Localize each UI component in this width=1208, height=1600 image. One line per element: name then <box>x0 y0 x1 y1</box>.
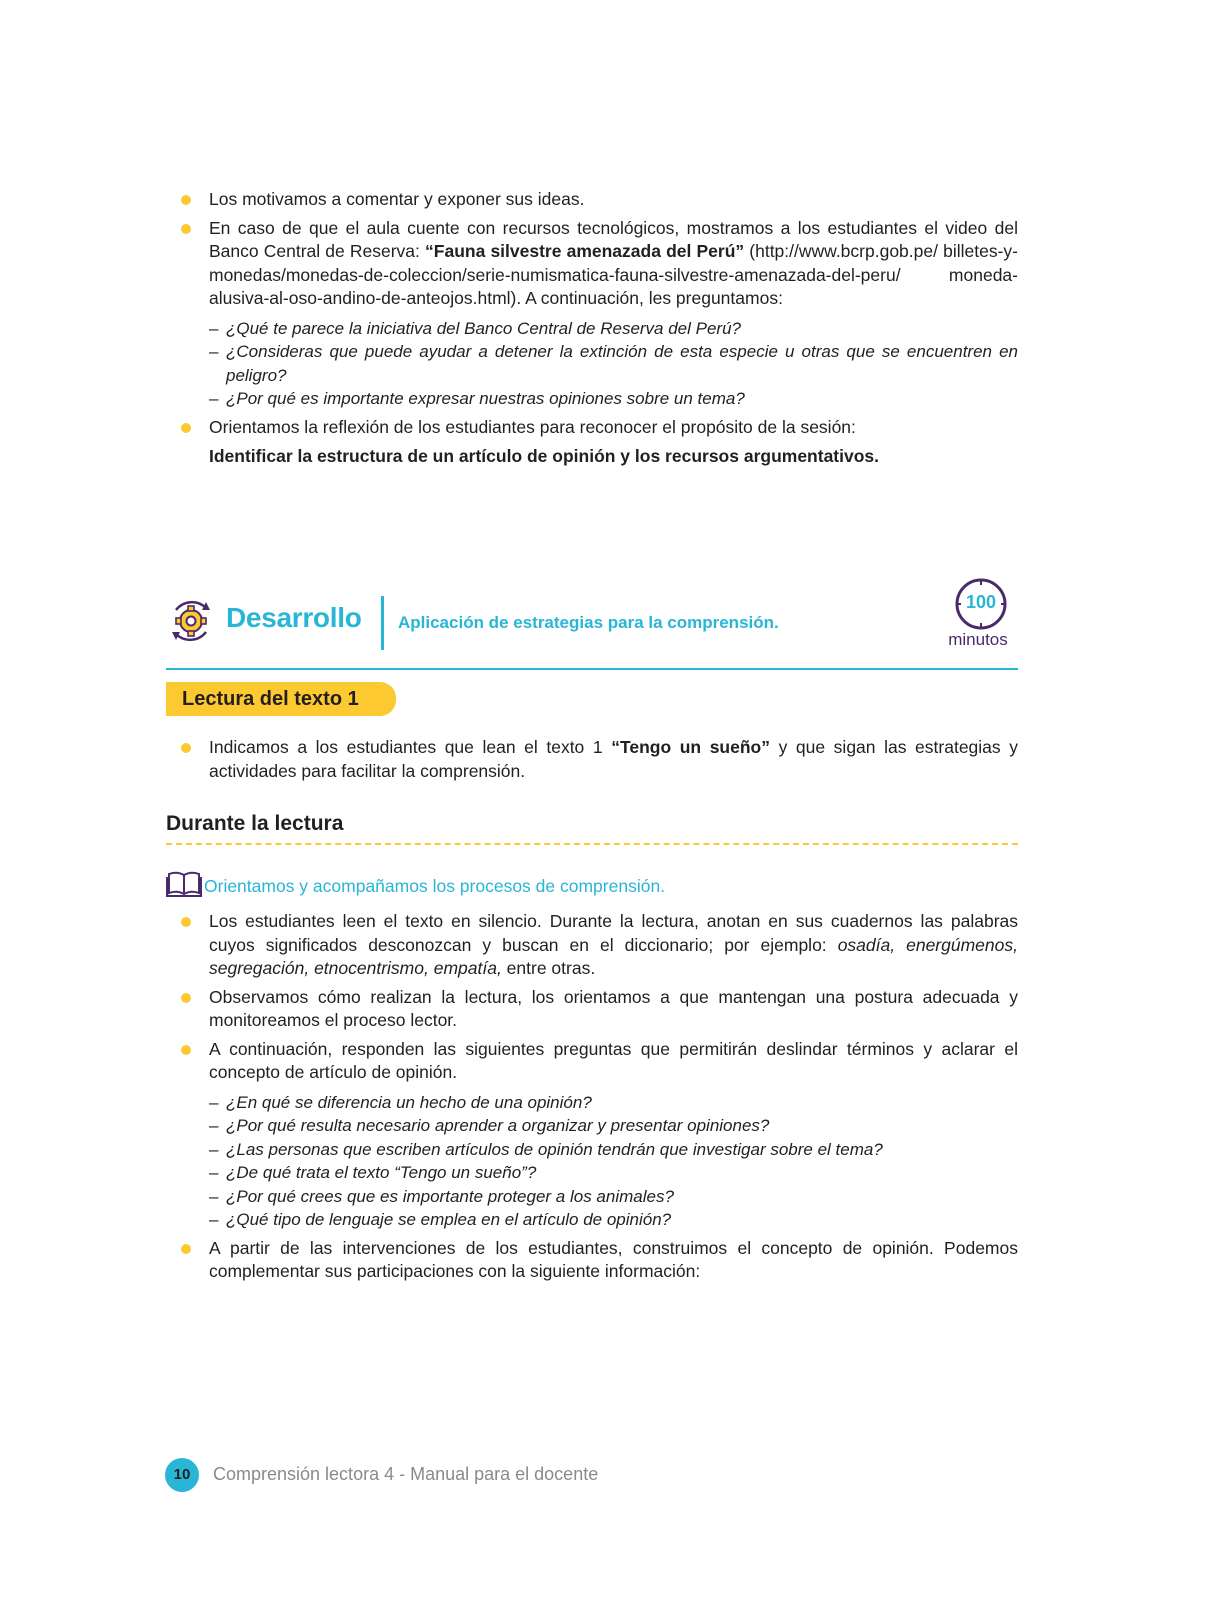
bullet-dot-icon <box>181 224 191 234</box>
footer-title: Comprensión lectora 4 - Manual para el docente <box>213 1464 599 1484</box>
list-item: En caso de que el aula cuente con recursos tecnológicos, mostramos a los estudiantes el video del Banco Central de Reserva: “Fauna silvestre amenazada del Perú” (http://www.bcrp.gob.pe/ billetes-y-monedas/monedas-de-coleccion/serie-numismatica-fauna-silvestre-amenazada-del-peru/ moneda-alusiva-al-oso-andino-de-anteojos.html). A continuación, les preguntamos: – ¿Qué te parece la iniciativa del Banco Central de Reserva del Perú? – ¿Consideras que puede ayudar a detener la extinción de esta especie u otras que se encuentren en peligro? – ¿Por qué es importante expresar nuestras opiniones sobre un tema? <box>166 217 1018 411</box>
list-item: A continuación, responden las siguientes preguntas que permitirán deslindar términos y aclarar el concepto de artículo de opinión. – ¿En qué se diferencia un hecho de una opinión? – ¿Por qué resulta necesario aprender a organizar y presentar opiniones? – ¿Las personas que escriben artículos de opinión tendrán que investigar sobre el tema? – ¿De qué trata el texto “Tengo un sueño”? – ¿Por qué crees que es importante proteger a los animales? – ¿Qué tipo de lenguaje se emplea en el artículo de opinión? <box>166 1038 1018 1232</box>
video-title: “Fauna silvestre amenazada del Perú” <box>425 241 745 261</box>
duration-value: 100 <box>965 592 997 612</box>
question-list <box>209 317 1018 411</box>
question-item: – ¿De qué trata el texto “Tengo un sueño”? <box>209 1163 537 1182</box>
list-item: Orientamos la reflexión de los estudiantes para reconocer el propósito de la sesión: <box>166 416 1018 440</box>
video-url-text: (http://www.bcrp.gob.pe/ billetes-y-monedas/monedas-de-coleccion/serie-numismatica-fauna-silvestre-amenazada-del-peru/ moneda-alusiva-al-oso-andino-de-anteojos.html). A continuación, les preguntamos: <box>209 241 1018 308</box>
list-item: Observamos cómo realizan la lectura, los orientamos a que mantengan una postura adecuada y monitoreamos el proceso lector. <box>166 986 1018 1033</box>
bullet-dot-icon <box>181 1045 191 1055</box>
question-item: – ¿Por qué crees que es importante proteger a los animales? <box>209 1186 674 1206</box>
question-item: – ¿Por qué es importante expresar nuestras opiniones sobre un tema? <box>209 389 745 408</box>
bullet-dot-icon <box>181 743 191 753</box>
page-number: 10 <box>165 1458 199 1492</box>
bullet-dot-icon <box>181 195 191 205</box>
desarrollo-header <box>166 578 1018 670</box>
lectura-section <box>166 736 1018 788</box>
durante-title: Durante la lectura <box>166 812 344 835</box>
durante-section <box>166 910 1018 1289</box>
bullet-dot-icon <box>181 993 191 1003</box>
section-title: Desarrollo <box>226 602 362 633</box>
question-item: – ¿Qué te parece la iniciativa del Banco Central de Reserva del Perú? <box>209 318 742 338</box>
intro-section <box>166 188 1018 468</box>
list-item: A partir de las intervenciones de los estudiantes, construimos el concepto de opinión. Podemos complementar sus participaciones con la siguiente información: <box>166 1237 1018 1284</box>
question-item: – ¿Qué tipo de lenguaje se emplea en el artículo de opinión? <box>209 1210 672 1229</box>
divider <box>381 596 384 650</box>
list-item: Indicamos a los estudiantes que lean el texto 1 “Tengo un sueño” y que sigan las estrategias y actividades para facilitar la comprensión. <box>166 736 1018 783</box>
gear-icon <box>166 596 216 646</box>
section-subtitle: Aplicación de estrategias para la comprensión. <box>398 613 779 632</box>
question-list <box>209 1091 1018 1232</box>
question-item: – ¿En qué se diferencia un hecho de una opinión? <box>209 1092 592 1112</box>
dashed-divider <box>166 843 1018 845</box>
bullet-dot-icon <box>181 917 191 927</box>
list-item: Los estudiantes leen el texto en silencio. Durante la lectura, anotan en sus cuadernos las palabras cuyos significados desconozcan y buscan en el diccionario; por ejemplo: osadía, energúmenos, segregación, etnocentrismo, empatía, entre otras. <box>166 910 1018 981</box>
session-purpose: Identificar la estructura de un artículo de opinión y los recursos argumentativos. <box>209 446 880 466</box>
intro-list <box>166 188 1018 439</box>
reading-tag: Lectura del texto 1 <box>166 682 396 716</box>
text-title: “Tengo un sueño” <box>611 737 770 757</box>
bullet-dot-icon <box>181 1244 191 1254</box>
book-icon <box>166 870 202 903</box>
question-item: – ¿Las personas que escriben artículos de opinión tendrán que investigar sobre el tema? <box>209 1139 883 1159</box>
question-item: – ¿Consideras que puede ayudar a detener la extinción de esta especie u otras que se encuentren en peligro? <box>209 342 1018 385</box>
duration-unit: minutos <box>948 630 1008 649</box>
question-item: – ¿Por qué resulta necesario aprender a organizar y presentar opiniones? <box>209 1116 770 1135</box>
list-item: Los motivamos a comentar y exponer sus ideas. <box>166 188 1018 212</box>
bullet-dot-icon <box>181 423 191 433</box>
